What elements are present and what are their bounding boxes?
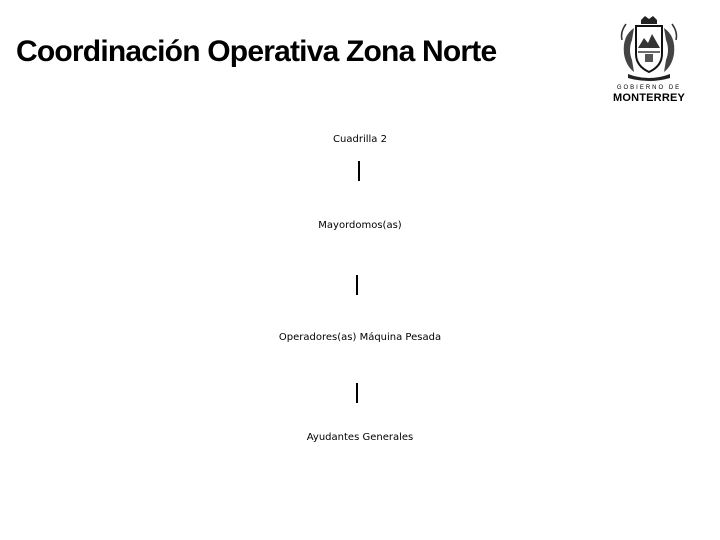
logo-subtitle: GOBIERNO DE bbox=[616, 85, 682, 91]
org-node-operadores: Operadores(as) Máquina Pesada bbox=[278, 332, 442, 343]
coat-of-arms-icon bbox=[608, 14, 690, 84]
page-title: Coordinación Operativa Zona Norte bbox=[16, 35, 497, 68]
logo-wordmark: MONTERREY bbox=[612, 92, 686, 104]
connector-line bbox=[358, 161, 360, 181]
org-node-mayordomos: Mayordomos(as) bbox=[318, 220, 402, 231]
connector-line bbox=[356, 275, 358, 295]
org-node-cuadrilla: Cuadrilla 2 bbox=[333, 134, 387, 145]
connector-line bbox=[356, 383, 358, 403]
monterrey-logo bbox=[608, 14, 690, 106]
org-node-ayudantes: Ayudantes Generales bbox=[306, 432, 414, 443]
